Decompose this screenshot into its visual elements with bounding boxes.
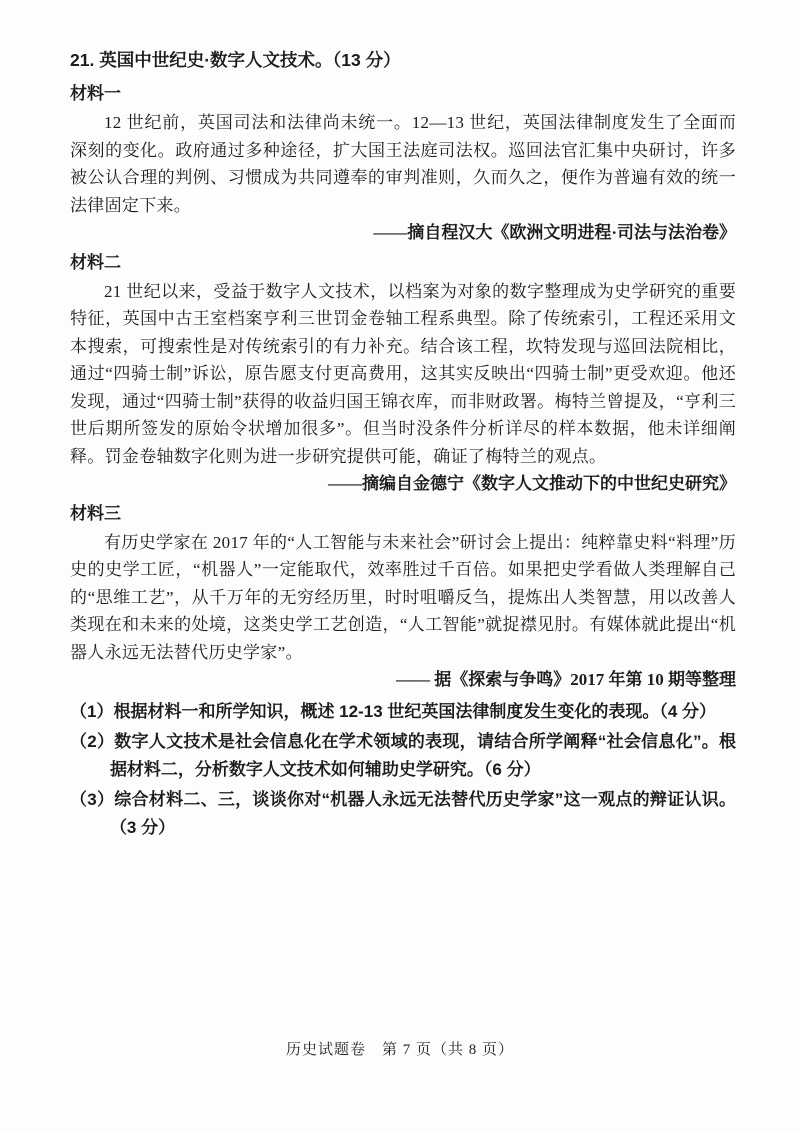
material-2-label: 材料二: [70, 252, 121, 272]
sub-question-2: （2）数字人文技术是社会信息化在学术领域的表现，请结合所学阐释“社会信息化”。根据材料二，分析数字人文技术如何辅助史学研究。（6 分）: [70, 731, 736, 779]
material-3-label: 材料三: [70, 503, 121, 523]
material-1-source: ——摘自程汉大《欧洲文明进程·司法与法治卷》: [373, 223, 736, 242]
material-1-text: 12 世纪前，英国司法和法律尚未统一。12—13 世纪，英国法律制度发生了全面而深刻的变化。政府通过多种途径，扩大国王法庭司法权。巡回法官汇集中央研讨，许多被公认合理的判例、习惯成为共同遵奉的审判准则，久而久之，便作为普遍有效的统一法律固定下来。: [70, 113, 736, 215]
footer-page-number: 历史试题卷 第 7 页（共 8 页）: [285, 1042, 514, 1058]
question-number-title: 21. 英国中世纪史·数字人文技术。（13 分）: [70, 50, 401, 70]
material-3-source: —— 据《探索与争鸣》2017 年第 10 期等整理: [396, 670, 736, 689]
material-3-text: 有历史学家在 2017 年的“人工智能与未来社会”研讨会上提出：纯粹靠史料“料理”历史的史学工匠，“机器人”一定能取代，效率胜过千百倍。如果把史学看做人类理解自己的“思维工艺”，从千万年的无穷经历里，时时咀嚼反刍，提炼出人类智慧，用以改善人类现在和未来的处境，这类史学工艺创造，“人工智能”就捉襟见肘。有媒体就此提出“机器人永远无法替代历史学家”。: [70, 532, 736, 662]
sub-question-3: （3）综合材料二、三，谈谈你对“机器人永远无法替代历史学家”这一观点的辩证认识。（3 分）: [70, 789, 736, 837]
sub-question-1: （1）根据材料一和所学知识，概述 12-13 世纪英国法律制度发生变化的表现。（4 分）: [70, 701, 717, 721]
material-2-text: 21 世纪以来，受益于数字人文技术，以档案为对象的数字整理成为史学研究的重要特征，英国中古王室档案亨利三世罚金卷轴工程系典型。除了传统索引，工程还采用文本搜索，可搜索性是对传统索引的有力补充。结合该工程，坎特发现与巡回法院相比，通过“四骑士制”诉讼，原告愿支付更高费用，这其实反映出“四骑士制”更受欢迎。他还发现，通过“四骑士制”获得的收益归国王锦衣库，而非财政署。梅特兰曾提及，“亨利三世后期所签发的原始令状增加很多”。但当时没条件分析详尽的样本数据，他未详细阐释。罚金卷轴数字化则为进一步研究提供可能，确证了梅特兰的观点。: [70, 281, 736, 466]
material-2-source: ——摘编自金德宁《数字人文推动下的中世纪史研究》: [328, 474, 736, 493]
sub-questions: [70, 698, 736, 842]
material-1-label: 材料一: [70, 84, 121, 103]
